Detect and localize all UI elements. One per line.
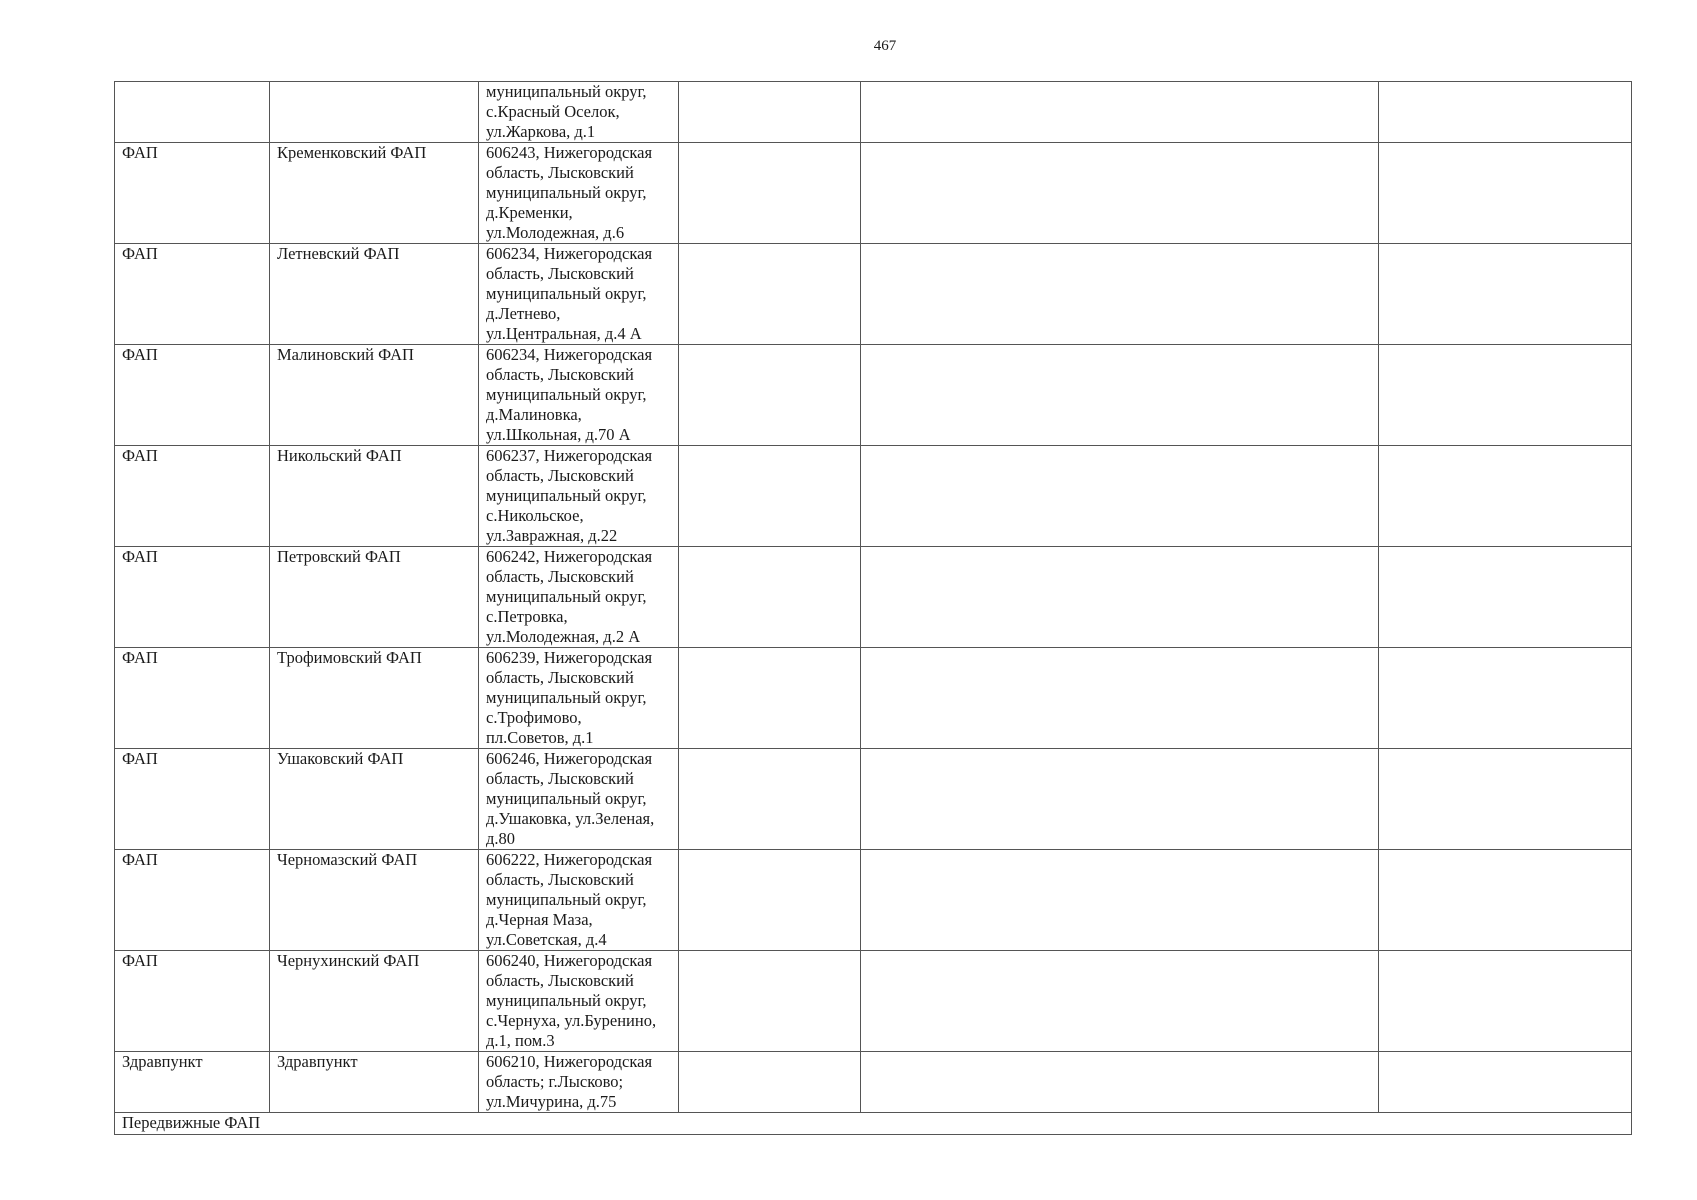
cell-empty <box>679 82 861 143</box>
address-line: 606243, Нижегородская <box>486 143 653 162</box>
cell-name: Здравпункт <box>270 1052 479 1113</box>
cell-empty <box>861 850 1379 951</box>
cell-address <box>479 82 679 143</box>
cell-empty <box>861 143 1379 244</box>
table-row <box>115 143 1632 244</box>
cell-name: Петровский ФАП <box>270 547 479 648</box>
cell-empty <box>679 446 861 547</box>
address-line: 606210, Нижегородская <box>486 1052 653 1071</box>
cell-empty <box>679 143 861 244</box>
address-line: д.1, пом.3 <box>486 1031 555 1050</box>
address-line: область, Лысковский <box>486 264 634 283</box>
address-line: с.Красный Оселок, <box>486 102 620 121</box>
cell-empty <box>861 446 1379 547</box>
address-line: муниципальный округ, <box>486 688 647 707</box>
cell-empty <box>679 1052 861 1113</box>
address-line: 606246, Нижегородская <box>486 749 653 768</box>
cell-empty <box>679 345 861 446</box>
cell-empty <box>679 547 861 648</box>
address-line: д.Летнево, <box>486 304 561 323</box>
cell-type: ФАП <box>115 850 270 951</box>
table-row <box>115 547 1632 648</box>
cell-type <box>115 82 270 143</box>
address-line: область, Лысковский <box>486 163 634 182</box>
address-line: ул.Центральная, д.4 А <box>486 324 642 343</box>
cell-name: Никольский ФАП <box>270 446 479 547</box>
cell-name: Трофимовский ФАП <box>270 648 479 749</box>
section-row <box>115 1113 1632 1135</box>
cell-type: ФАП <box>115 951 270 1052</box>
cell-empty <box>679 648 861 749</box>
address-line: с.Трофимово, <box>486 708 582 727</box>
cell-empty <box>1379 951 1632 1052</box>
address-line: д.80 <box>486 829 516 848</box>
address-line: область, Лысковский <box>486 567 634 586</box>
address-line: с.Никольское, <box>486 506 584 525</box>
address-line: муниципальный округ, <box>486 385 647 404</box>
address-line: 606242, Нижегородская <box>486 547 653 566</box>
address-line: ул.Молодежная, д.2 А <box>486 627 641 646</box>
address-line: область, Лысковский <box>486 365 634 384</box>
cell-address <box>479 345 679 446</box>
cell-address <box>479 547 679 648</box>
cell-empty <box>861 749 1379 850</box>
address-line: муниципальный округ, <box>486 284 647 303</box>
table-row <box>115 648 1632 749</box>
cell-name: Ушаковский ФАП <box>270 749 479 850</box>
address-line: муниципальный округ, <box>486 183 647 202</box>
cell-empty <box>861 345 1379 446</box>
cell-empty <box>861 648 1379 749</box>
cell-address <box>479 446 679 547</box>
address-line: ул.Советская, д.4 <box>486 930 607 949</box>
cell-type: ФАП <box>115 143 270 244</box>
cell-type: ФАП <box>115 749 270 850</box>
page-number: 467 <box>873 38 897 54</box>
cell-type: ФАП <box>115 547 270 648</box>
address-line: муниципальный округ, <box>486 587 647 606</box>
cell-empty <box>861 547 1379 648</box>
section-title: Передвижные ФАП <box>115 1113 1632 1135</box>
address-line: с.Чернуха, ул.Буренино, <box>486 1011 657 1030</box>
address-line: пл.Советов, д.1 <box>486 728 594 747</box>
cell-empty <box>1379 648 1632 749</box>
cell-address <box>479 648 679 749</box>
cell-empty <box>1379 345 1632 446</box>
address-line: 606222, Нижегородская <box>486 850 653 869</box>
cell-name: Летневский ФАП <box>270 244 479 345</box>
table-row <box>115 244 1632 345</box>
table-row <box>115 850 1632 951</box>
cell-empty <box>1379 1052 1632 1113</box>
cell-address <box>479 850 679 951</box>
cell-type: Здравпункт <box>115 1052 270 1113</box>
address-line: ул.Школьная, д.70 А <box>486 425 631 444</box>
address-line: ул.Завражная, д.22 <box>486 526 618 545</box>
table-row <box>115 749 1632 850</box>
address-line: муниципальный округ, <box>486 486 647 505</box>
table-row <box>115 1052 1632 1113</box>
table-row <box>115 345 1632 446</box>
address-line: область, Лысковский <box>486 668 634 687</box>
cell-name <box>270 82 479 143</box>
cell-empty <box>1379 749 1632 850</box>
address-line: ул.Молодежная, д.6 <box>486 223 625 242</box>
cell-empty <box>679 749 861 850</box>
address-line: 606237, Нижегородская <box>486 446 653 465</box>
table-row <box>115 446 1632 547</box>
address-line: область, Лысковский <box>486 466 634 485</box>
cell-address <box>479 749 679 850</box>
table-row-continued <box>115 82 1632 143</box>
address-line: муниципальный округ, <box>486 991 647 1010</box>
address-line: область, Лысковский <box>486 870 634 889</box>
address-line: д.Кременки, <box>486 203 573 222</box>
cell-empty <box>861 951 1379 1052</box>
address-line: ул.Мичурина, д.75 <box>486 1092 617 1111</box>
cell-name: Черномазский ФАП <box>270 850 479 951</box>
cell-empty <box>1379 82 1632 143</box>
cell-type: ФАП <box>115 244 270 345</box>
cell-type: ФАП <box>115 446 270 547</box>
address-line: 606234, Нижегородская <box>486 244 653 263</box>
cell-empty <box>861 1052 1379 1113</box>
cell-empty <box>861 82 1379 143</box>
cell-address <box>479 244 679 345</box>
address-line: д.Ушаковка, ул.Зеленая, <box>486 809 655 828</box>
cell-empty <box>1379 446 1632 547</box>
cell-type: ФАП <box>115 648 270 749</box>
address-line: 606239, Нижегородская <box>486 648 653 667</box>
cell-type: ФАП <box>115 345 270 446</box>
cell-empty <box>861 244 1379 345</box>
table-row <box>115 951 1632 1052</box>
cell-empty <box>1379 547 1632 648</box>
address-line: муниципальный округ, <box>486 890 647 909</box>
cell-empty <box>679 244 861 345</box>
address-line: область; г.Лысково; <box>486 1072 624 1091</box>
address-line: муниципальный округ, <box>486 789 647 808</box>
cell-address <box>479 143 679 244</box>
cell-address <box>479 1052 679 1113</box>
facilities-table <box>114 81 1632 1135</box>
address-line: область, Лысковский <box>486 769 634 788</box>
cell-empty <box>1379 850 1632 951</box>
address-line: ул.Жаркова, д.1 <box>486 122 596 141</box>
address-line: муниципальный округ, <box>486 82 647 101</box>
address-line: 606234, Нижегородская <box>486 345 653 364</box>
address-line: д.Малиновка, <box>486 405 582 424</box>
cell-address <box>479 951 679 1052</box>
cell-empty <box>1379 143 1632 244</box>
cell-name: Кременковский ФАП <box>270 143 479 244</box>
cell-empty <box>679 951 861 1052</box>
cell-empty <box>679 850 861 951</box>
cell-empty <box>1379 244 1632 345</box>
address-line: д.Черная Маза, <box>486 910 593 929</box>
cell-name: Чернухинский ФАП <box>270 951 479 1052</box>
cell-name: Малиновский ФАП <box>270 345 479 446</box>
address-line: с.Петровка, <box>486 607 568 626</box>
address-line: область, Лысковский <box>486 971 634 990</box>
address-line: 606240, Нижегородская <box>486 951 653 970</box>
